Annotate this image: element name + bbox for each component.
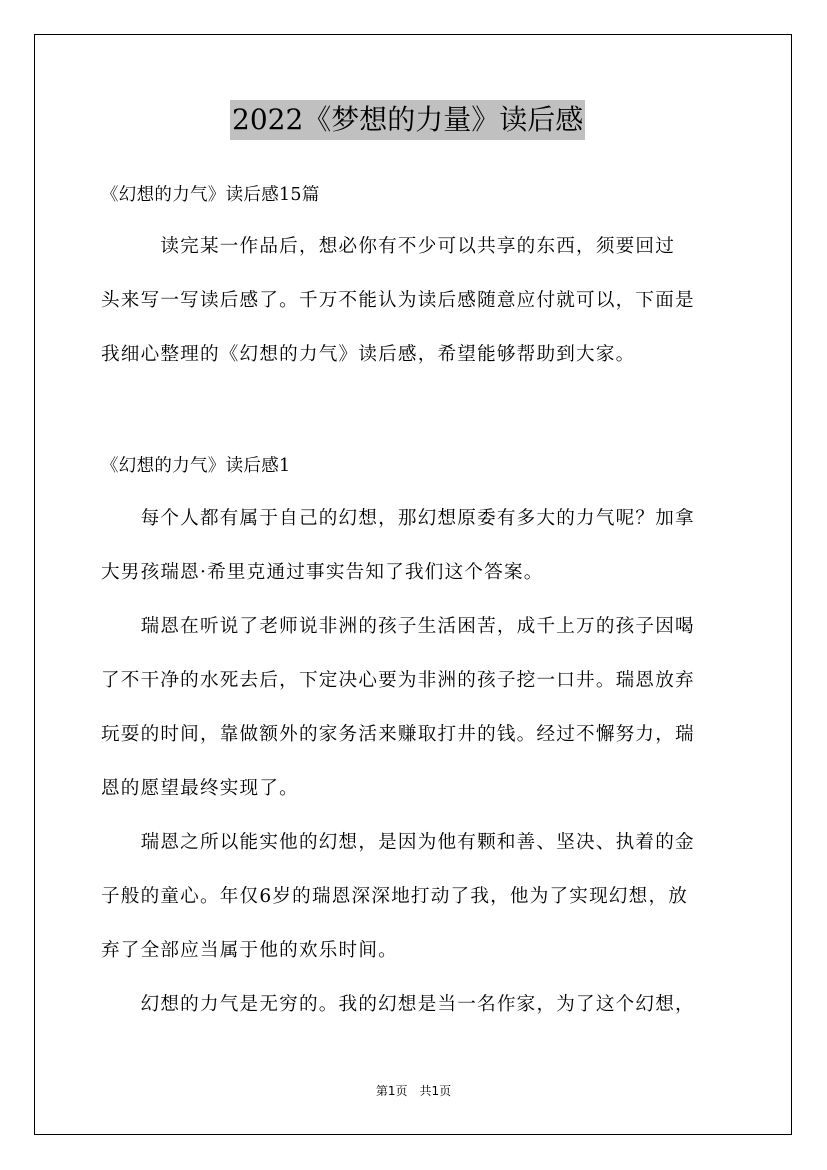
- body-line: 恩的愿望最终实现了。: [101, 778, 299, 799]
- intro-line: 我细心整理的《幻想的力气》读后感，希望能够帮助到大家。: [101, 344, 636, 365]
- body-line: 弃了全部应当属于他的欢乐时间。: [101, 940, 398, 961]
- body-line: 子般的童心。年仅6岁的瑞恩深深地打动了我，他为了实现幻想，放: [101, 886, 689, 907]
- intro-line: 读完某一作品后，想必你有不少可以共享的东西，须要回过: [101, 236, 676, 257]
- body-line: 幻想的力气是无穷的。我的幻想是当一名作家，为了这个幻想，: [101, 994, 695, 1015]
- intro-line: 头来写一写读后感了。千万不能认为读后感随意应付就可以，下面是: [101, 290, 695, 311]
- document-title: 2022《梦想的力量》读后感: [230, 100, 585, 140]
- body-line: 每个人都有属于自己的幻想，那幻想原委有多大的力气呢？加拿: [101, 508, 695, 529]
- page-number: 第1页 共1页: [375, 1084, 452, 1098]
- body-line: 瑞恩之所以能实他的幻想，是因为他有颗和善、坚决、执着的金: [101, 832, 695, 853]
- body-line: 玩耍的时间，靠做额外的家务活来赚取打井的钱。经过不懈努力，瑞: [101, 724, 695, 745]
- section-heading: 《幻想的力气》读后感1: [101, 456, 291, 476]
- document-subtitle: 《幻想的力气》读后感15篇: [101, 185, 320, 205]
- body-line: 大男孩瑞恩·希里克通过事实告知了我们这个答案。: [101, 562, 544, 583]
- body-line: 了不干净的水死去后，下定决心要为非洲的孩子挖一口井。瑞恩放弃: [101, 670, 695, 691]
- body-line: 瑞恩在听说了老师说非洲的孩子生活困苦，成千上万的孩子因喝: [101, 616, 695, 637]
